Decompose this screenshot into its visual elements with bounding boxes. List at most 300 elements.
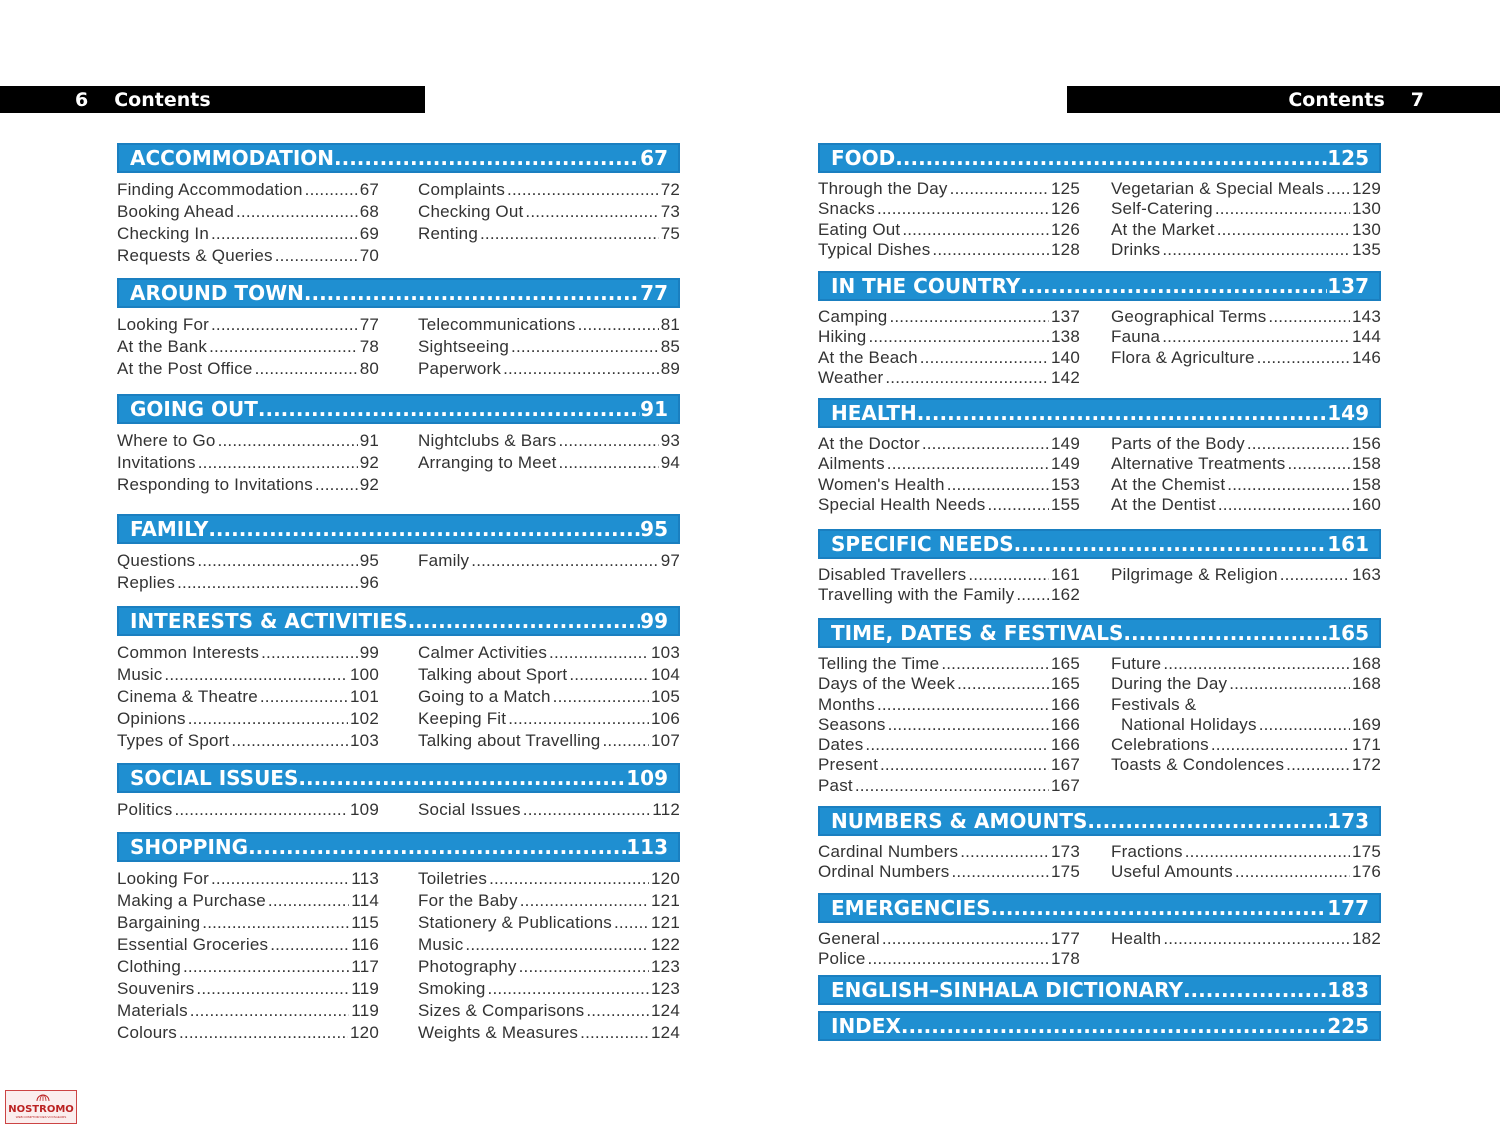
dot-leader <box>1162 327 1350 347</box>
entry-column <box>1111 434 1381 515</box>
entry-title: Talking about Travelling <box>418 731 601 750</box>
dot-leader <box>511 336 659 358</box>
toc-entry[interactable] <box>117 314 379 336</box>
section-heading[interactable] <box>818 398 1381 428</box>
toc-section <box>818 618 1381 796</box>
toc-entry[interactable] <box>117 799 379 821</box>
entry-title: Weights & Measures <box>418 1023 579 1042</box>
entry-column <box>117 550 379 594</box>
dot-leader <box>519 956 649 978</box>
entry-page-number: 101 <box>350 687 379 706</box>
toc-entry[interactable] <box>418 956 680 978</box>
dot-leader <box>1280 565 1350 585</box>
toc-entry[interactable] <box>117 708 379 730</box>
entry-title: Family <box>418 551 470 570</box>
section-heading[interactable] <box>117 606 680 636</box>
section-entries <box>818 929 1381 970</box>
entry-page-number: 125 <box>1051 179 1080 198</box>
toc-entry[interactable] <box>818 842 1080 862</box>
toc-entry[interactable] <box>1111 348 1381 368</box>
dot-leader <box>1287 454 1350 474</box>
dot-leader <box>614 912 649 934</box>
entry-page-number: 68 <box>359 202 379 221</box>
toc-entry[interactable] <box>1111 179 1381 199</box>
entry-title: Present <box>818 755 878 775</box>
entry-title: Cinema & Theatre <box>117 687 258 706</box>
dot-leader <box>1259 715 1350 735</box>
entry-page-number: 165 <box>1051 674 1080 694</box>
entry-page-number: 67 <box>359 180 379 199</box>
toc-entry[interactable] <box>117 890 379 912</box>
dot-leader <box>968 565 1049 585</box>
dot-leader <box>471 550 658 572</box>
toc-entry[interactable] <box>418 799 680 821</box>
toc-entry[interactable] <box>1111 862 1381 882</box>
section-entries <box>117 642 680 752</box>
toc-entry[interactable] <box>818 368 1080 388</box>
toc-entry[interactable] <box>418 934 680 956</box>
dot-leader <box>578 314 659 336</box>
toc-entry[interactable] <box>117 730 379 752</box>
dot-leader <box>268 890 349 912</box>
toc-entry[interactable] <box>818 348 1080 368</box>
entry-title: For the Baby <box>418 891 518 910</box>
dot-leader <box>1087 809 1327 833</box>
entry-page-number: 99 <box>359 643 379 662</box>
entry-page-number: 140 <box>1051 347 1080 367</box>
toc-entry[interactable] <box>818 695 1080 715</box>
toc-entry[interactable] <box>418 642 680 664</box>
section-heading[interactable] <box>117 514 680 544</box>
toc-entry[interactable] <box>818 674 1080 694</box>
section-entries <box>818 842 1381 883</box>
toc-entry[interactable] <box>418 336 680 358</box>
toc-entry[interactable] <box>1111 307 1381 327</box>
entry-title: Self-Catering <box>1111 199 1213 219</box>
toc-section <box>117 278 680 380</box>
toc-entry[interactable] <box>418 430 680 452</box>
section-page-number: 173 <box>1327 809 1369 833</box>
entry-title: Music <box>117 665 163 684</box>
entry-column <box>818 307 1080 388</box>
dot-leader <box>922 434 1049 454</box>
toc-entry[interactable] <box>1111 220 1381 240</box>
entry-page-number: 142 <box>1051 367 1080 387</box>
entry-column <box>818 565 1080 606</box>
entry-page-number: 96 <box>359 573 379 592</box>
section-page-number: 177 <box>1327 896 1369 920</box>
dot-leader <box>885 368 1049 388</box>
toc-entry[interactable] <box>418 890 680 912</box>
dot-leader <box>258 397 640 421</box>
toc-entry[interactable] <box>117 1000 379 1022</box>
entry-page-number: 72 <box>660 180 680 199</box>
entry-page-number: 149 <box>1051 454 1080 474</box>
entry-page-number: 106 <box>651 709 680 728</box>
left-page-title: Contents <box>114 88 211 111</box>
section-title: INTERESTS & ACTIVITIES <box>130 609 408 633</box>
dot-leader <box>1163 929 1350 949</box>
section-title: SHOPPING <box>130 835 249 859</box>
entry-page-number: 182 <box>1352 929 1381 948</box>
toc-entry[interactable] <box>418 708 680 730</box>
dot-leader <box>559 452 659 474</box>
toc-entry[interactable] <box>117 978 379 1000</box>
entry-title: Hiking <box>818 327 867 347</box>
toc-entry[interactable] <box>1111 565 1381 585</box>
entry-title: Finding Accommodation <box>117 180 303 199</box>
toc-entry[interactable] <box>117 245 379 267</box>
section-heading[interactable] <box>117 143 680 173</box>
entry-column <box>1111 565 1381 606</box>
section-heading[interactable] <box>818 271 1381 301</box>
entry-page-number: 120 <box>651 869 680 888</box>
toc-entry[interactable] <box>818 434 1080 454</box>
entry-title: Camping <box>818 307 888 326</box>
entry-title: Dates <box>818 735 864 755</box>
toc-entry[interactable] <box>117 223 379 245</box>
section-entries <box>117 868 680 1044</box>
entry-title: Keeping Fit <box>418 709 507 728</box>
entry-column <box>1111 307 1381 388</box>
entry-page-number: 166 <box>1051 714 1080 734</box>
dot-leader <box>525 201 658 223</box>
section-page-number: 113 <box>626 835 668 859</box>
section-heading[interactable] <box>117 763 680 793</box>
section-entries <box>117 430 680 496</box>
dot-leader <box>465 934 649 956</box>
section-heading[interactable] <box>117 394 680 424</box>
entry-page-number: 149 <box>1051 434 1080 453</box>
entry-title: At the Doctor <box>818 434 920 453</box>
toc-entry[interactable] <box>1111 327 1381 347</box>
dot-leader <box>260 686 348 708</box>
dot-leader <box>960 842 1049 862</box>
entry-page-number: 137 <box>1051 307 1080 326</box>
dot-leader <box>602 730 649 752</box>
entry-title: Festivals & <box>1111 694 1197 714</box>
right-page-header <box>1067 86 1500 113</box>
entry-title: Special Health Needs <box>818 494 986 514</box>
entry-page-number: 75 <box>660 224 680 243</box>
dot-leader <box>1020 274 1327 298</box>
toc-entry[interactable] <box>818 475 1080 495</box>
toc-entry[interactable] <box>818 179 1080 199</box>
toc-entry[interactable] <box>1111 695 1381 715</box>
toc-entry[interactable] <box>418 452 680 474</box>
toc-entry[interactable] <box>818 949 1080 969</box>
toc-entry[interactable] <box>418 314 680 336</box>
toc-entry[interactable] <box>1111 654 1381 674</box>
entry-title: Nightclubs & Bars <box>418 431 557 450</box>
entry-title: Materials <box>117 1001 188 1020</box>
dot-leader <box>507 179 659 201</box>
toc-entry[interactable] <box>1111 735 1381 755</box>
toc-entry[interactable] <box>818 495 1080 515</box>
entry-column <box>818 434 1080 515</box>
entry-title: Smoking <box>418 979 486 998</box>
dot-leader <box>882 929 1049 949</box>
entry-title: Snacks <box>818 199 875 219</box>
entry-title: Sizes & Comparisons <box>418 1001 585 1020</box>
section-title: INDEX <box>831 1014 901 1038</box>
left-page-number: 6 <box>75 88 89 111</box>
dot-leader <box>580 1022 649 1044</box>
dot-leader <box>1123 621 1327 645</box>
dot-leader <box>917 401 1328 425</box>
toc-entry[interactable] <box>818 307 1080 327</box>
section-page-number: 99 <box>640 609 668 633</box>
toc-entry[interactable] <box>818 585 1080 605</box>
section-title: NUMBERS & AMOUNTS <box>831 809 1088 833</box>
section-title: SOCIAL ISSUES <box>130 766 299 790</box>
entry-column <box>117 314 379 380</box>
toc-entry[interactable] <box>117 550 379 572</box>
entry-title: Pilgrimage & Religion <box>1111 565 1278 584</box>
toc-entry[interactable] <box>1111 475 1381 495</box>
entry-page-number: 160 <box>1352 494 1381 514</box>
toc-entry[interactable] <box>117 642 379 664</box>
entry-page-number: 176 <box>1352 862 1381 882</box>
dot-leader <box>902 220 1049 240</box>
entry-title: At the Bank <box>117 337 208 356</box>
toc-entry[interactable] <box>818 929 1080 949</box>
entry-title: Through the Day <box>818 179 948 198</box>
toc-entry[interactable] <box>418 550 680 572</box>
entry-page-number: 163 <box>1352 565 1381 584</box>
entry-page-number: 130 <box>1352 219 1381 239</box>
toc-entry[interactable] <box>1111 240 1381 260</box>
dot-leader <box>987 495 1049 515</box>
dot-leader <box>868 949 1050 969</box>
section-title: ENGLISH–SINHALA DICTIONARY <box>831 978 1183 1002</box>
toc-entry[interactable] <box>818 755 1080 775</box>
dot-leader <box>887 454 1049 474</box>
entry-page-number: 115 <box>351 913 379 932</box>
toc-entry[interactable] <box>818 454 1080 474</box>
toc-entry[interactable] <box>117 1022 379 1044</box>
entry-title: Disabled Travellers <box>818 565 967 584</box>
dot-leader <box>1218 495 1350 515</box>
toc-entry[interactable] <box>117 452 379 474</box>
entry-column <box>418 430 680 496</box>
toc-entry[interactable] <box>117 572 379 594</box>
section-entries <box>818 179 1381 260</box>
dot-leader <box>211 223 358 245</box>
dot-leader <box>586 1000 649 1022</box>
section-title: FAMILY <box>130 517 209 541</box>
entry-page-number: 167 <box>1051 775 1080 795</box>
toc-entry[interactable] <box>818 735 1080 755</box>
toc-section <box>818 398 1381 515</box>
entry-column <box>418 550 680 594</box>
toc-entry[interactable] <box>418 868 680 890</box>
entry-page-number: 112 <box>652 800 680 819</box>
toc-entry[interactable] <box>117 430 379 452</box>
dot-leader <box>1183 978 1327 1002</box>
toc-entry[interactable] <box>418 1000 680 1022</box>
toc-entry[interactable] <box>1111 842 1381 862</box>
dot-leader <box>177 572 358 594</box>
section-entries <box>818 434 1381 515</box>
toc-entry[interactable] <box>818 240 1080 260</box>
toc-entry[interactable] <box>1111 199 1381 219</box>
toc-entry[interactable] <box>117 912 379 934</box>
toc-entry[interactable] <box>1111 674 1381 694</box>
entry-page-number: 168 <box>1352 654 1381 673</box>
entry-title: Common Interests <box>117 643 260 662</box>
dot-leader <box>334 146 640 170</box>
entry-page-number: 116 <box>351 935 379 954</box>
entry-page-number: 161 <box>1051 565 1080 584</box>
toc-entry[interactable] <box>117 934 379 956</box>
toc-entry[interactable] <box>418 730 680 752</box>
toc-section <box>117 606 680 752</box>
dot-leader <box>202 912 349 934</box>
section-page-number: 125 <box>1327 146 1369 170</box>
entry-title: Invitations <box>117 453 196 472</box>
toc-entry[interactable] <box>117 956 379 978</box>
entry-column <box>117 430 379 496</box>
section-heading[interactable] <box>818 975 1381 1005</box>
toc-entry[interactable] <box>418 358 680 380</box>
toc-entry[interactable] <box>117 686 379 708</box>
entry-title: Checking Out <box>418 202 524 221</box>
entry-title: Politics <box>117 800 173 819</box>
toc-entry[interactable] <box>818 654 1080 674</box>
entry-column <box>1111 654 1381 796</box>
toc-entry[interactable] <box>818 715 1080 735</box>
toc-section <box>117 143 680 267</box>
dot-leader <box>218 430 358 452</box>
toc-entry[interactable] <box>1111 929 1381 949</box>
entry-page-number: 121 <box>651 891 680 910</box>
section-title: IN THE COUNTRY <box>831 274 1021 298</box>
toc-entry[interactable] <box>117 664 379 686</box>
section-title: ACCOMMODATION <box>130 146 334 170</box>
toc-entry[interactable] <box>1111 454 1381 474</box>
toc-section <box>818 143 1381 260</box>
toc-entry[interactable] <box>818 327 1080 347</box>
dot-leader <box>877 695 1049 715</box>
dot-leader <box>1227 475 1350 495</box>
dot-leader <box>559 430 659 452</box>
entry-title: Ailments <box>818 454 885 474</box>
entry-title: Eating Out <box>818 219 901 239</box>
toc-entry[interactable] <box>117 474 379 496</box>
entry-page-number: 70 <box>359 246 379 265</box>
section-heading[interactable] <box>818 1011 1381 1041</box>
toc-entry[interactable] <box>818 776 1080 796</box>
section-heading[interactable] <box>117 278 680 308</box>
entry-title: Colours <box>117 1023 177 1042</box>
entry-title: Weather <box>818 367 884 387</box>
entry-page-number: 128 <box>1051 239 1080 259</box>
section-title: GOING OUT <box>130 397 258 421</box>
dot-leader <box>932 240 1049 260</box>
toc-entry[interactable] <box>818 199 1080 219</box>
dot-leader <box>196 978 349 1000</box>
entry-page-number: 124 <box>651 1023 680 1042</box>
entry-page-number: 129 <box>1352 179 1381 198</box>
entry-page-number: 119 <box>351 979 379 998</box>
dot-leader <box>1162 240 1350 260</box>
toc-entry[interactable] <box>1111 715 1381 735</box>
toc-entry[interactable] <box>1111 495 1381 515</box>
entry-page-number: 105 <box>651 687 680 706</box>
entry-page-number: 178 <box>1051 949 1080 969</box>
toc-entry[interactable] <box>418 179 680 201</box>
entry-title: Essential Groceries <box>117 935 269 954</box>
toc-entry[interactable] <box>418 664 680 686</box>
dot-leader <box>901 1014 1327 1038</box>
entry-page-number: 168 <box>1352 674 1381 694</box>
toc-entry[interactable] <box>418 686 680 708</box>
section-heading[interactable] <box>818 143 1381 173</box>
section-heading[interactable] <box>818 618 1381 648</box>
entry-title: Checking In <box>117 224 209 243</box>
entry-column <box>418 868 680 1044</box>
entry-page-number: 73 <box>660 202 680 221</box>
dot-leader <box>480 223 659 245</box>
toc-entry[interactable] <box>117 336 379 358</box>
entry-title: Seasons <box>818 714 886 734</box>
dot-leader <box>877 199 1049 219</box>
dot-leader <box>1185 842 1350 862</box>
entry-title: Future <box>1111 654 1162 673</box>
section-heading[interactable] <box>818 806 1381 836</box>
dot-leader <box>920 348 1049 368</box>
section-entries <box>818 307 1381 388</box>
dot-leader <box>1268 307 1350 327</box>
toc-entry[interactable] <box>418 1022 680 1044</box>
toc-entry[interactable] <box>117 201 379 223</box>
toc-entry[interactable] <box>1111 755 1381 775</box>
toc-entry[interactable] <box>117 358 379 380</box>
entry-column <box>818 929 1080 970</box>
section-heading[interactable] <box>818 529 1381 559</box>
entry-title: Telling the Time <box>818 654 940 673</box>
toc-entry[interactable] <box>418 912 680 934</box>
dot-leader <box>211 314 358 336</box>
entry-column <box>1111 929 1381 970</box>
toc-entry[interactable] <box>117 179 379 201</box>
toc-entry[interactable] <box>418 223 680 245</box>
toc-entry[interactable] <box>1111 434 1381 454</box>
section-title: HEALTH <box>831 401 917 425</box>
dot-leader <box>1247 434 1350 454</box>
dot-leader <box>489 868 649 890</box>
entry-page-number: 167 <box>1051 755 1080 775</box>
entry-title: Months <box>818 694 875 714</box>
dot-leader <box>1326 179 1350 199</box>
toc-entry[interactable] <box>818 862 1080 882</box>
toc-entry[interactable] <box>418 978 680 1000</box>
dot-leader <box>231 730 348 752</box>
dot-leader <box>1215 199 1350 219</box>
toc-entry[interactable] <box>418 201 680 223</box>
entry-page-number: 156 <box>1352 434 1381 453</box>
toc-entry[interactable] <box>818 565 1080 585</box>
toc-entry[interactable] <box>818 220 1080 240</box>
toc-entry[interactable] <box>117 868 379 890</box>
section-heading[interactable] <box>818 893 1381 923</box>
dot-leader <box>1286 755 1350 775</box>
section-heading[interactable] <box>117 832 680 862</box>
entry-title: Useful Amounts <box>1111 862 1233 882</box>
entry-column <box>117 179 379 267</box>
entry-title: At the Market <box>1111 219 1215 239</box>
